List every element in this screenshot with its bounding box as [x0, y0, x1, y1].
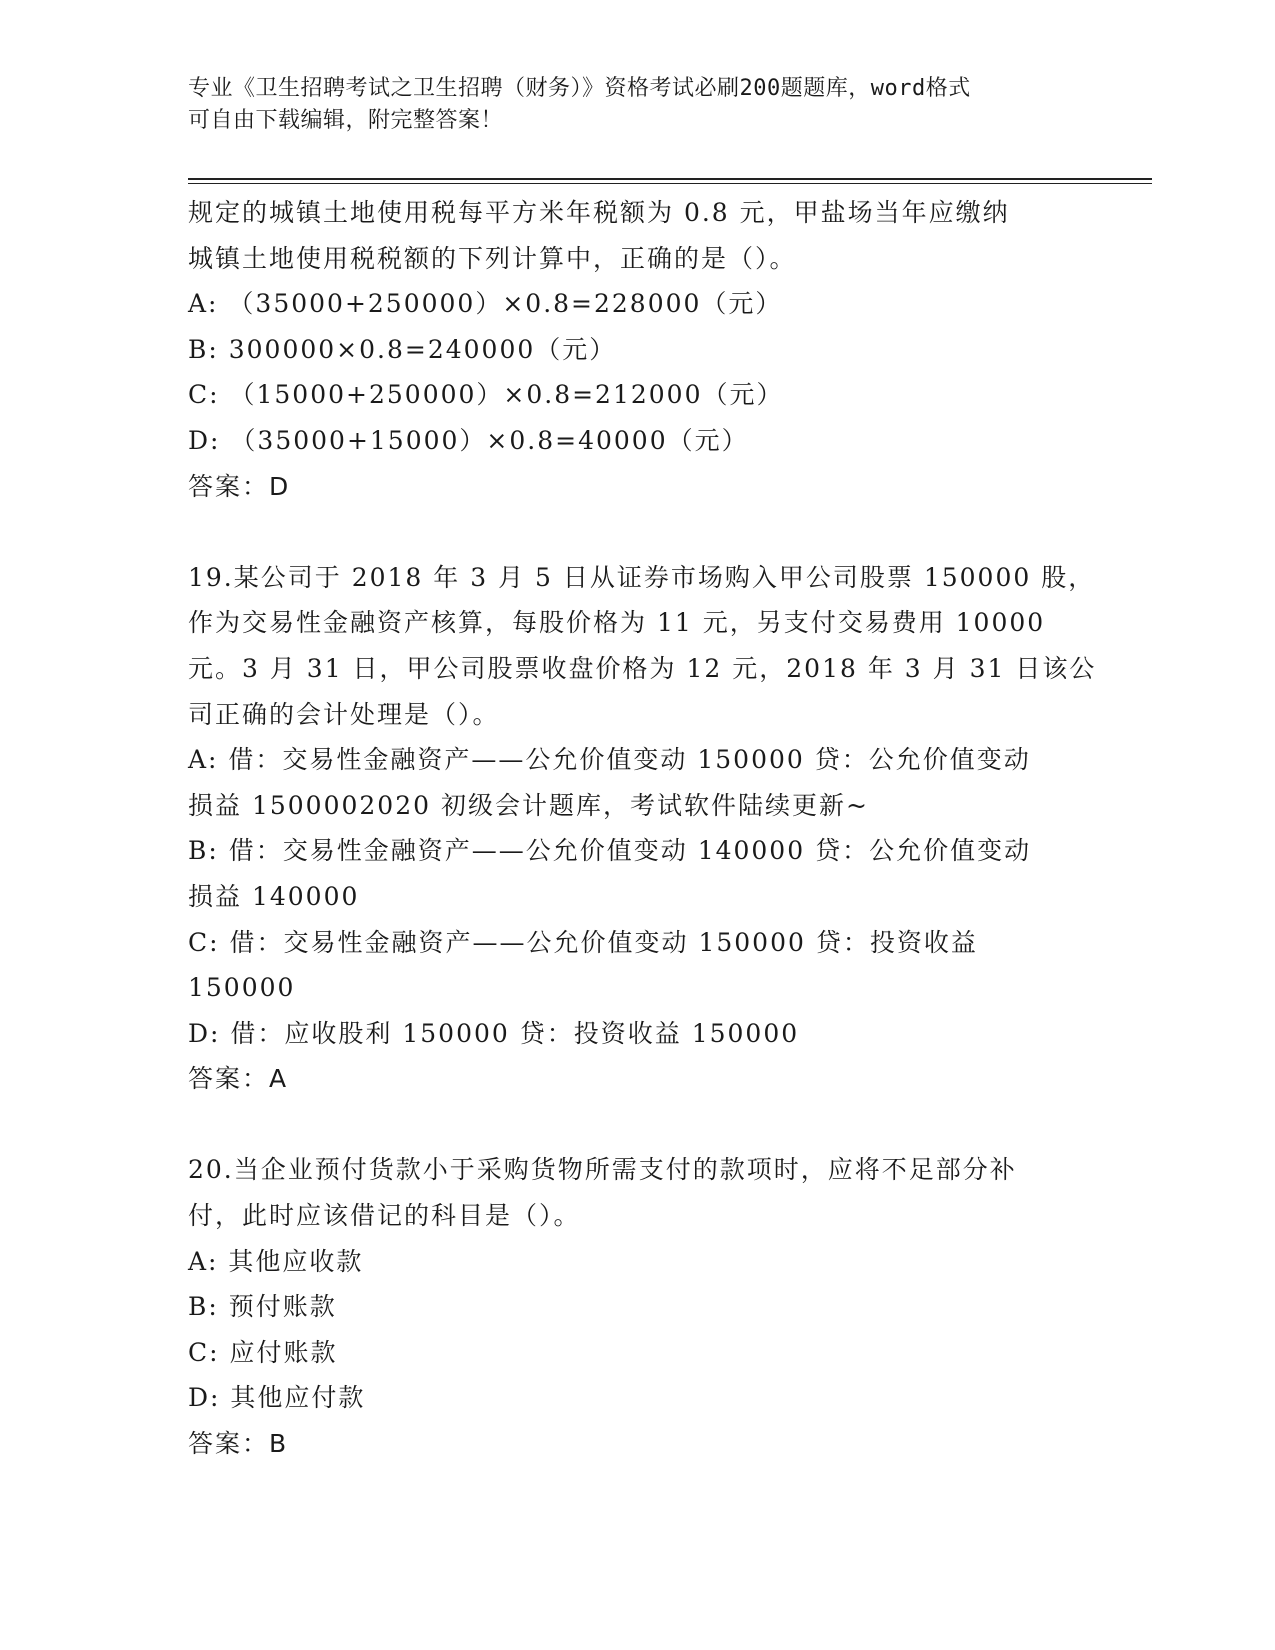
option-a: A: （35000+250000）×0.8=228000（元）: [188, 289, 783, 319]
option-a: A: 借：交易性金融资产——公允价值变动 150000 贷：公允价值变动: [188, 745, 1031, 775]
question-stem-line: 付，此时应该借记的科目是（）。: [188, 1201, 581, 1231]
question-19: [188, 555, 1097, 1102]
question-list: [188, 190, 1097, 1467]
option-d: D: 借：应收股利 150000 贷：投资收益 150000: [188, 1018, 800, 1048]
option-b: B: 300000×0.8=240000（元）: [188, 334, 617, 364]
option-b-continued: 损益 140000: [188, 881, 360, 911]
option-b: B: 预付账款: [188, 1292, 337, 1322]
question-spacer: [188, 1102, 1088, 1148]
question-stem-line: 作为交易性金融资产核算，每股价格为 11 元，另支付交易费用 10000: [188, 608, 1046, 638]
question-stem-line: 元。3 月 31 日，甲公司股票收盘价格为 12 元，2018 年 3 月 31 日该公: [188, 653, 1097, 683]
header-divider-thick: [188, 178, 1152, 180]
question-spacer: [188, 509, 1088, 555]
header-divider-thin: [188, 183, 1152, 184]
option-a: A: 其他应收款: [188, 1246, 364, 1276]
question-stem-line: 规定的城镇土地使用税每平方米年税额为 0.8 元，甲盐场当年应缴纳: [188, 198, 1010, 227]
option-d: D: 其他应付款: [188, 1383, 366, 1413]
document-header: [188, 73, 1088, 137]
question-stem-line: 司正确的会计处理是（）。: [188, 699, 500, 729]
question-stem-line: 20.当企业预付货款小于采购货物所需支付的款项时，应将不足部分补: [188, 1155, 1017, 1185]
answer-label: 答案：D: [188, 471, 291, 501]
option-c-continued: 150000: [188, 973, 296, 1003]
header-title-line-2: 可自由下载编辑，附完整答案！: [188, 108, 504, 133]
question-stem-line: 19.某公司于 2018 年 3 月 5 日从证券市场购入甲公司股票 150000 股，: [188, 562, 1096, 592]
question-stem-line: 城镇土地使用税税额的下列计算中，正确的是（）。: [188, 243, 797, 273]
question-20: [188, 1147, 1088, 1466]
option-b: B: 借：交易性金融资产——公允价值变动 140000 贷：公允价值变动: [188, 836, 1032, 866]
option-a-continued: 损益 1500002020 初级会计题库，考试软件陆续更新~: [188, 790, 869, 820]
header-title-line-1: 专业《卫生招聘考试之卫生招聘（财务）》资格考试必刷200题题库，word格式: [188, 76, 971, 101]
answer-label: 答案：B: [188, 1429, 289, 1459]
option-d: D: （35000+15000）×0.8=40000（元）: [188, 425, 749, 455]
answer-label: 答案：A: [188, 1064, 289, 1094]
option-c: C: （15000+250000）×0.8=212000（元）: [188, 380, 784, 410]
option-c: C: 应付账款: [188, 1337, 338, 1367]
option-c: C: 借：交易性金融资产——公允价值变动 150000 贷：投资收益: [188, 927, 978, 957]
question-18: [188, 190, 1088, 509]
